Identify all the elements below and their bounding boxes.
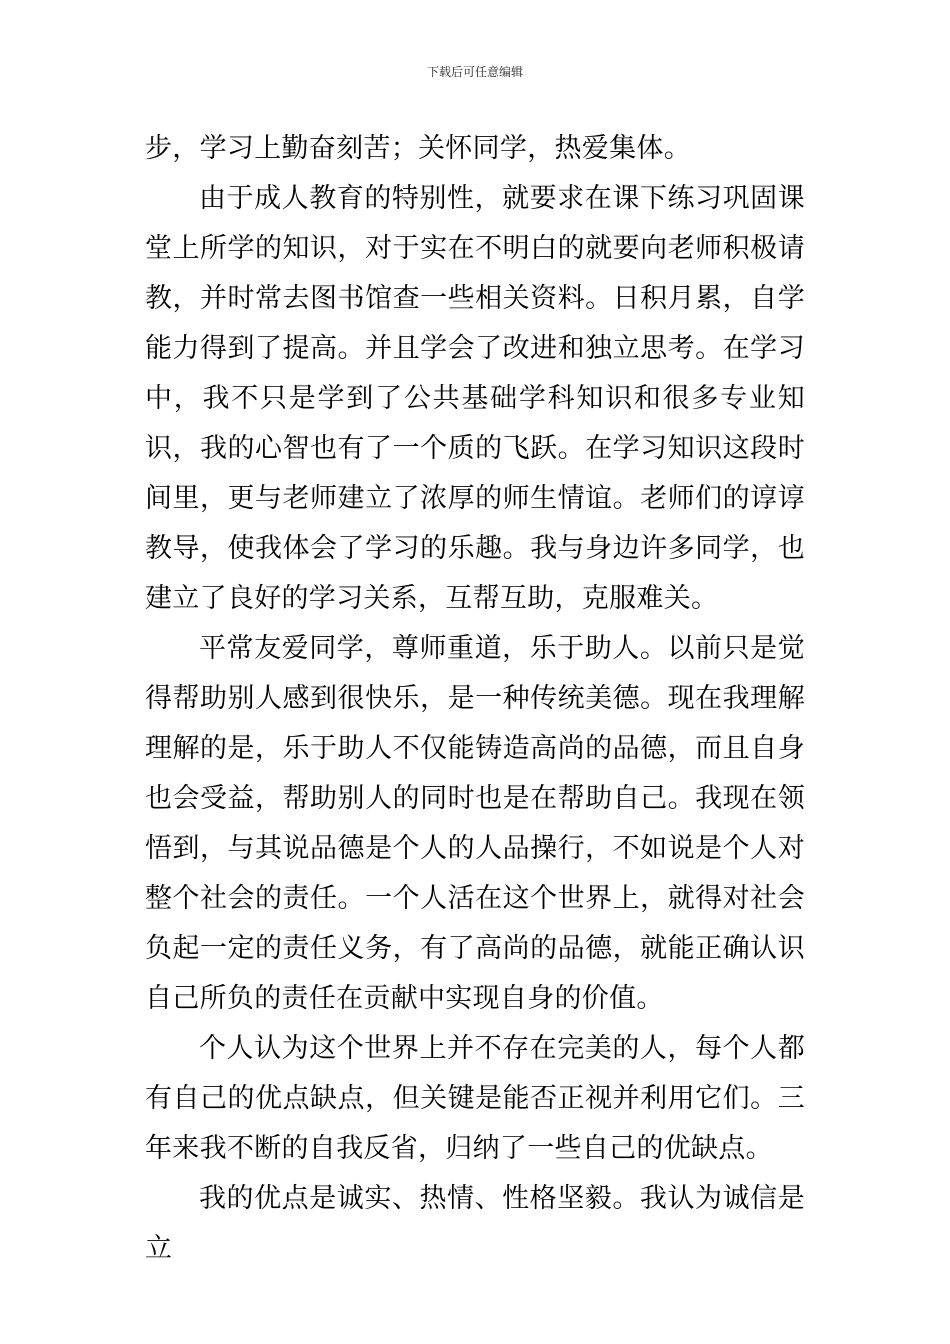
paragraph-2: 由于成人教育的特别性，就要求在课下练习巩固课堂上所学的知识，对于实在不明白的就要向老师积极请教，并时常去图书馆查一些相关资料。日积月累，自学能力得到了提高。并且学会了改进和独立思考。在学习中，我不只是学到了公共基础学科知识和很多专业知识，我的心智也有了一个质的飞跃。在学习知识这段时间里，更与老师建立了浓厚的师生情谊。老师们的谆谆教导，使我体会了学习的乐趣。我与身边许多同学，也建立了良好的学习关系，互帮互助，克服难关。	[145, 183, 805, 614]
paragraph-1: 步，学习上勤奋刻苦；关怀同学，热爱集体。	[145, 133, 691, 164]
page-header: 下载后可任意编辑	[426, 65, 523, 79]
paragraph-5: 我的优点是诚实、热情、性格坚毅。我认为诚信是立	[145, 1183, 805, 1264]
paragraph-3: 平常友爱同学，尊师重道，乐于助人。以前只是觉得帮助别人感到很快乐，是一种传统美德。现在我理解理解的是，乐于助人不仅能铸造高尚的品德，而且自身也会受益，帮助别人的同时也是在帮助自己。我现在领悟到，与其说品德是个人的人品操行，不如说是个人对整个社会的责任。一个人活在这个世界上，就得对社会负起一定的责任义务，有了高尚的品德，就能正确认识自己所负的责任在贡献中实现自身的价值。	[145, 633, 805, 1014]
document-body	[145, 124, 805, 1274]
paragraph-4: 个人认为这个世界上并不存在完美的人，每个人都有自己的优点缺点，但关键是能否正视并利用它们。三年来我不断的自我反省，归纳了一些自己的优缺点。	[145, 1033, 805, 1164]
